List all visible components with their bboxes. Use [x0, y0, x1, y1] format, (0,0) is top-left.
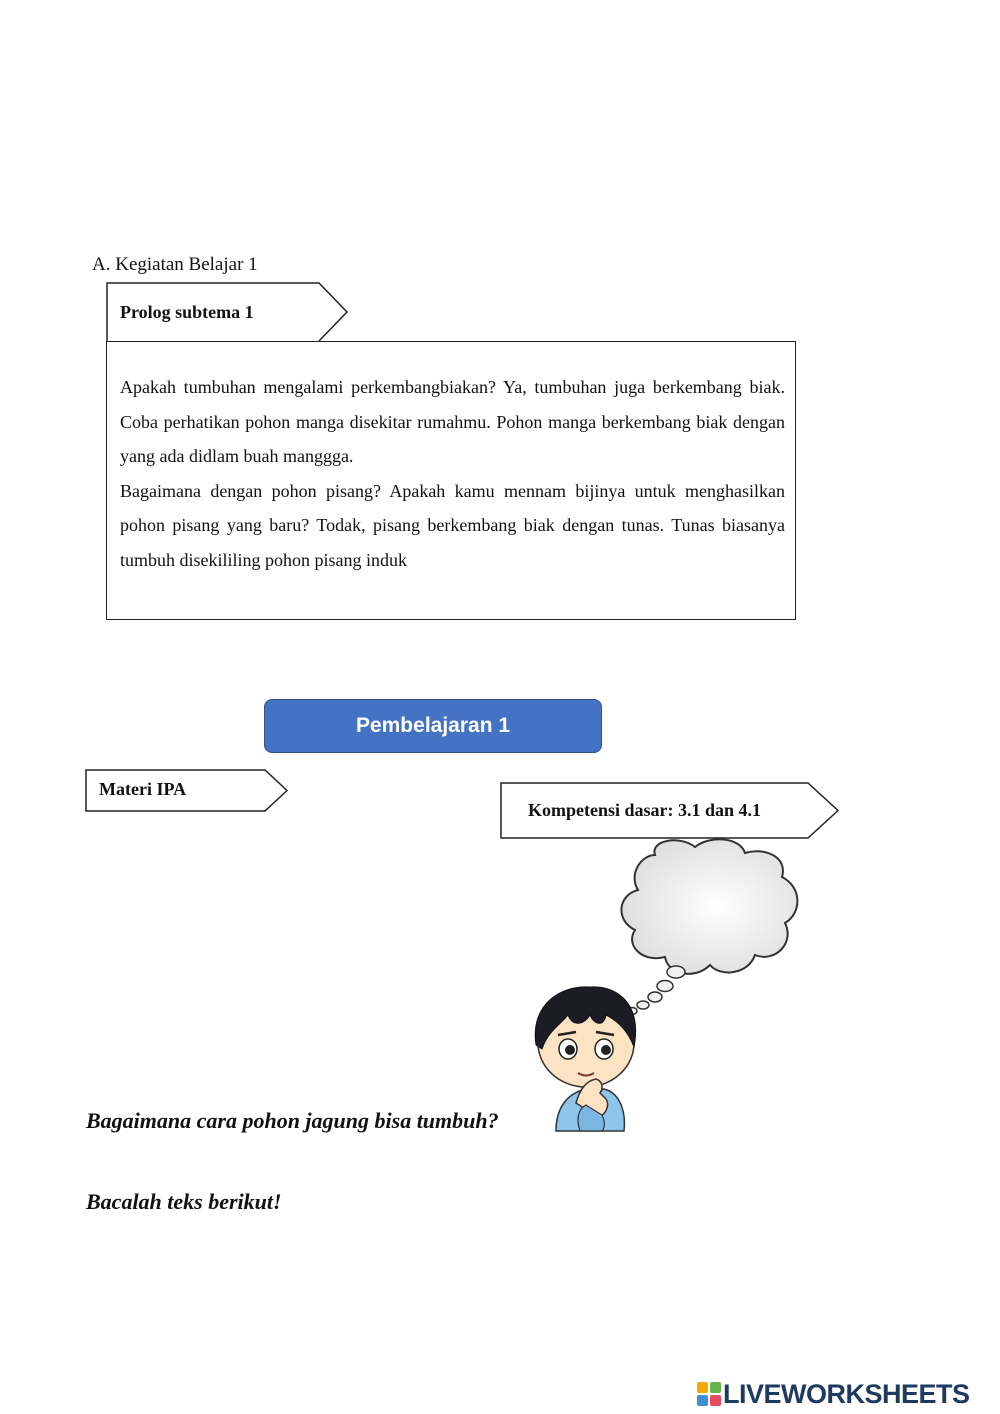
prolog-paragraph-2: Bagaimana dengan pohon pisang? Apakah kamu mennam bijinya untuk menghasilkan pohon pisang yang baru? Todak, pisang berkembang biak dengan tunas. Tunas biasanya tumbuh disekililing pohon pisang induk — [120, 480, 785, 570]
prolog-paragraph-1: Apakah tumbuhan mengalami perkembangbiakan? Ya, tumbuhan juga berkembang biak. Coba perhatikan pohon manga disekitar rumahmu. Pohon manga berkembang biak dengan yang ada didlam buah manggga. — [120, 377, 785, 467]
brand-watermark — [697, 1378, 970, 1410]
question-text: Bagaimana cara pohon jagung bisa tumbuh? — [86, 1108, 499, 1133]
lesson-banner: Pembelajaran 1 — [264, 699, 602, 753]
kompetensi-tag-label: Kompetensi dasar: 3.1 dan 4.1 — [528, 800, 762, 820]
prolog-tag-label: Prolog subtema 1 — [120, 302, 254, 322]
liveworksheets-logo — [697, 1382, 721, 1406]
thought-bubble — [619, 839, 797, 1018]
section-heading: A. Kegiatan Belajar 1 — [92, 254, 258, 275]
materi-tag — [85, 769, 290, 813]
prolog-content-box — [106, 341, 796, 620]
thinking-boy-illustration — [520, 835, 820, 1135]
prolog-tag — [106, 282, 351, 342]
materi-tag-label: Materi IPA — [99, 779, 187, 799]
instruction-text: Bacalah teks berikut! — [86, 1189, 282, 1214]
brand-text: LIVEWORKSHEETS — [723, 1378, 970, 1409]
prolog-text — [120, 370, 785, 578]
boy-figure — [535, 987, 635, 1131]
kompetensi-tag — [500, 782, 842, 840]
